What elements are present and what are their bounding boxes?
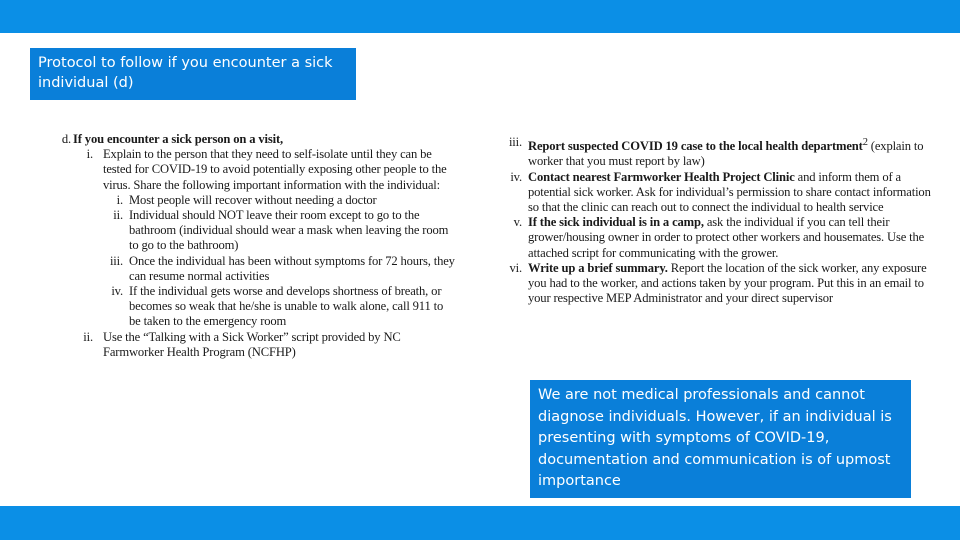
right-item-rest: (explain to worker that you must report by law) [528, 139, 924, 169]
sub-item [103, 208, 475, 254]
sub-item [103, 254, 475, 284]
right-item-text [522, 170, 940, 216]
sub-item-text: Most people will recover without needing a doctor [129, 192, 377, 207]
document-left-column [55, 132, 475, 360]
sub-item [103, 193, 475, 208]
right-item-marker: iii. [508, 135, 522, 149]
right-item-marker: vi. [509, 260, 522, 275]
right-item-text [522, 261, 940, 307]
step-ii-text: Use the “Talking with a Sick Worker” script provided by NC Farmworker Health Program (NCFHP) [103, 329, 401, 359]
right-item-bold: Report suspected COVID 19 case to the local health department [528, 139, 863, 154]
step-ii [71, 330, 475, 360]
step-i-text: Explain to the person that they need to self-isolate until they can be tested for COVID-19 to avoid potentially exposing other people to the virus. Share the following important information with the individual: [103, 147, 447, 192]
right-item-rest: Report the location of the sick worker, any exposure you had to the worker, and actions taken by your program. Put this in an email to your respective MEP Administrator and your direct supervisor [528, 260, 927, 306]
sub-item-text: If the individual gets worse and develops shortness of breath, or becomes so weak that he/she is unable to walk alone, call 911 to be taken to the emergency room [129, 284, 444, 329]
right-item-marker: iv. [510, 169, 522, 184]
step-ii-marker: ii. [83, 329, 93, 344]
step-i [71, 147, 475, 193]
sub-item [103, 284, 475, 330]
right-item-bold: Write up a brief summary. [528, 260, 668, 275]
right-item [500, 135, 940, 170]
item-d-heading: If you encounter a sick person on a visit, [73, 132, 284, 146]
disclaimer-note: We are not medical professionals and cannot diagnose individuals. However, if an individual is presenting with symptoms of COVID-19, documentation and communication is of upmost importance [538, 387, 892, 490]
slide-title: Protocol to follow if you encounter a sick individual (d) [38, 55, 333, 91]
footnote-ref: 2 [862, 137, 868, 148]
step-i-marker: i. [86, 147, 93, 162]
right-item [500, 170, 940, 216]
bottom-accent-bar [0, 506, 960, 540]
right-item-rest: ask the individual if you can tell their grower/housing owner in order to protect other workers and housemates. Use the attached script for communicating with the grower. [528, 215, 925, 260]
document-right-column [500, 135, 940, 306]
right-item-marker: v. [513, 215, 522, 230]
slide-title-box [30, 48, 356, 100]
sub-item-marker: i. [116, 192, 123, 207]
right-item-bold: Contact nearest Farmworker Health Project Clinic [528, 169, 795, 184]
right-item-text [522, 135, 940, 170]
sub-item-marker: iii. [109, 253, 123, 268]
step-i-sublist [103, 193, 475, 330]
right-item [500, 261, 940, 307]
sub-item-marker: iv. [111, 284, 123, 299]
right-item-rest: and inform them of a potential sick worker. Ask for individual’s permission to share contact information so that the clinic can reach out to connect the individual to health service [528, 169, 931, 214]
top-accent-bar [0, 0, 960, 33]
right-item [500, 215, 940, 261]
right-item-bold: If the sick individual is in a camp, [528, 215, 704, 230]
sub-item-marker: ii. [113, 208, 123, 223]
item-d-marker: d. [61, 132, 71, 146]
disclaimer-note-box [530, 380, 911, 498]
right-item-text [522, 215, 940, 261]
sub-item-text: Once the individual has been without symptoms for 72 hours, they can resume normal activities [129, 253, 455, 283]
item-d [55, 132, 475, 147]
sub-item-text: Individual should NOT leave their room except to go to the bathroom (individual should wear a mask when leaving the room to go to the bathroom) [129, 208, 449, 253]
